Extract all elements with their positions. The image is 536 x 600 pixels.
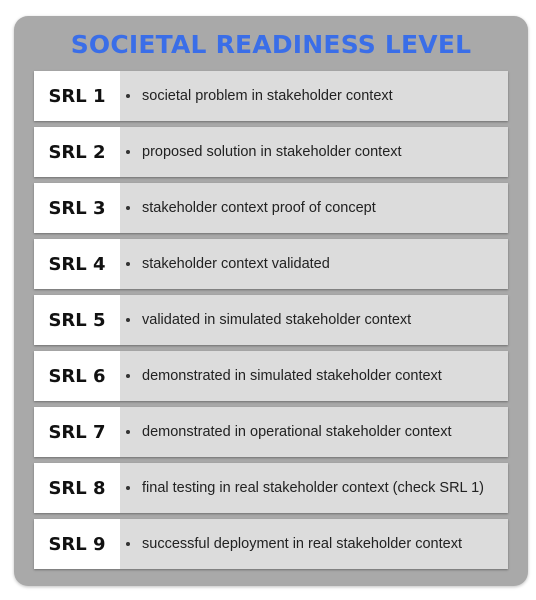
bullet-icon <box>126 150 130 154</box>
srl-level-description-cell <box>120 71 508 121</box>
bullet-icon <box>126 94 130 98</box>
panel-title: SOCIETAL READINESS LEVEL <box>70 30 472 59</box>
srl-row-6 <box>34 351 508 401</box>
srl-level-description-cell <box>120 183 508 233</box>
srl-level-label: SRL 7 <box>34 407 120 457</box>
bullet-icon <box>126 318 130 322</box>
srl-row-7 <box>34 407 508 457</box>
srl-level-label: SRL 8 <box>34 463 120 513</box>
srl-level-description-cell <box>120 295 508 345</box>
srl-level-description: successful deployment in real stakeholder context <box>142 536 462 552</box>
srl-level-list <box>34 71 508 575</box>
srl-row-2 <box>34 127 508 177</box>
srl-level-description: validated in simulated stakeholder context <box>142 312 412 328</box>
srl-level-label: SRL 9 <box>34 519 120 569</box>
srl-row-4 <box>34 239 508 289</box>
srl-level-description: demonstrated in operational stakeholder context <box>142 424 452 440</box>
srl-level-description: stakeholder context validated <box>142 256 330 272</box>
srl-row-9 <box>34 519 508 569</box>
srl-level-label: SRL 4 <box>34 239 120 289</box>
srl-row-1 <box>34 71 508 121</box>
srl-level-description: proposed solution in stakeholder context <box>142 144 402 160</box>
bullet-icon <box>126 206 130 210</box>
srl-level-label: SRL 5 <box>34 295 120 345</box>
srl-level-description-cell <box>120 519 508 569</box>
srl-panel <box>14 16 528 586</box>
srl-row-5 <box>34 295 508 345</box>
srl-row-8 <box>34 463 508 513</box>
srl-level-label: SRL 6 <box>34 351 120 401</box>
srl-level-label: SRL 3 <box>34 183 120 233</box>
srl-level-description: societal problem in stakeholder context <box>142 88 393 104</box>
bullet-icon <box>126 430 130 434</box>
srl-row-3 <box>34 183 508 233</box>
srl-level-description: demonstrated in simulated stakeholder context <box>142 368 442 384</box>
srl-level-description-cell <box>120 239 508 289</box>
srl-level-description: final testing in real stakeholder context (check SRL 1) <box>142 480 484 496</box>
bullet-icon <box>126 486 130 490</box>
srl-level-description-cell <box>120 407 508 457</box>
srl-level-description-cell <box>120 351 508 401</box>
srl-level-label: SRL 1 <box>34 71 120 121</box>
srl-level-description-cell <box>120 127 508 177</box>
srl-level-description: stakeholder context proof of concept <box>142 200 376 216</box>
bullet-icon <box>126 374 130 378</box>
srl-level-label: SRL 2 <box>34 127 120 177</box>
bullet-icon <box>126 262 130 266</box>
srl-level-description-cell <box>120 463 508 513</box>
bullet-icon <box>126 542 130 546</box>
